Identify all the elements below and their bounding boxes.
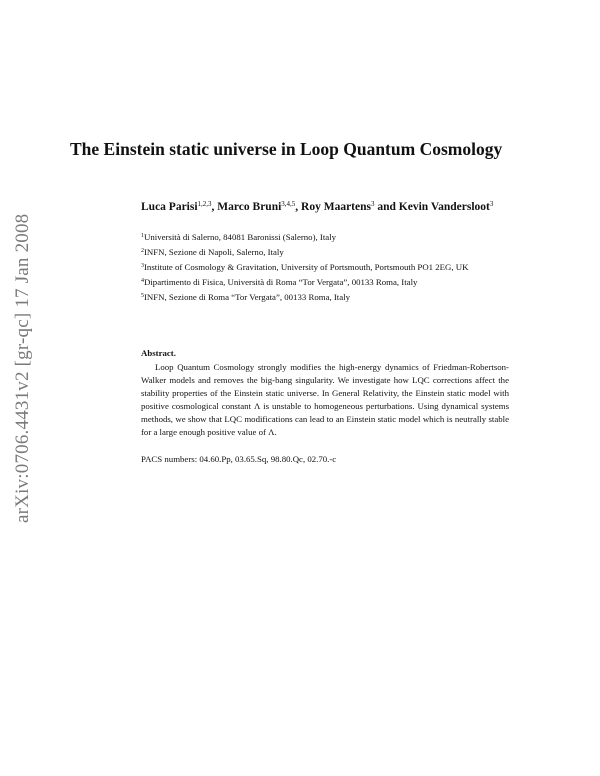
author-affil-mark: 3,4,5 — [281, 200, 296, 208]
abstract-heading: Abstract. — [141, 348, 176, 358]
affiliation-text: INFN, Sezione di Napoli, Salerno, Italy — [144, 247, 284, 257]
abstract-body: Loop Quantum Cosmology strongly modifies the high-energy dynamics of Friedman-Robertson-Walker models and removes the big-bang singularity. We investigate how LQC corrections affect the stability properties of the Einstein static universe. In General Relativity, the Einstein static model with positive cosmological constant Λ is unstable to homogeneous perturbations. Using dynamical systems methods, we show that LQC modifications can lead to an Einstein static model which is neutrally stable for a large enough positive value of Λ. — [141, 362, 509, 437]
affiliation-text: Dipartimento di Fisica, Università di Roma “Tor Vergata”, 00133 Roma, Italy — [144, 277, 418, 287]
affiliation-text: INFN, Sezione di Roma “Tor Vergata”, 00133 Roma, Italy — [144, 292, 350, 302]
affiliation-mark: 3 — [141, 263, 144, 269]
affiliation-text: Institute of Cosmology & Gravitation, University of Portsmouth, Portsmouth PO1 2EG, UK — [144, 262, 469, 272]
author — [399, 201, 494, 213]
author — [141, 201, 217, 213]
author-separator: , — [295, 201, 302, 213]
author — [217, 201, 301, 213]
affiliation-mark: 2 — [141, 248, 144, 254]
author-separator: , — [211, 201, 218, 213]
author-separator: and — [374, 201, 399, 213]
author-name: Roy Maartens — [301, 201, 371, 213]
author-name: Marco Bruni — [217, 201, 282, 213]
author-affil-mark: 1,2,3 — [197, 200, 212, 208]
author — [301, 201, 399, 213]
author-affil-mark: 3 — [371, 200, 375, 208]
affiliation-mark: 1 — [141, 233, 144, 239]
affiliation — [141, 275, 501, 289]
author-list — [141, 196, 511, 215]
author-name: Luca Parisi — [141, 201, 198, 213]
arxiv-identifier-stamp: arXiv:0706.4431v2 [gr-qc] 17 Jan 2008 — [12, 213, 33, 523]
affiliation-list — [141, 230, 501, 305]
affiliation — [141, 260, 501, 274]
affiliation — [141, 290, 501, 304]
affiliation-mark: 5 — [141, 293, 144, 299]
affiliation — [141, 245, 501, 259]
affiliation-mark: 4 — [141, 278, 144, 284]
pacs-numbers: PACS numbers: 04.60.Pp, 03.65.Sq, 98.80.Qc, 02.70.-c — [141, 454, 337, 464]
affiliation-text: Università di Salerno, 84081 Baronissi (Salerno), Italy — [144, 232, 337, 242]
abstract-section — [141, 347, 509, 439]
author-affil-mark: 3 — [489, 200, 494, 208]
affiliation — [141, 230, 501, 244]
author-name: Kevin Vandersloot — [398, 201, 490, 213]
paper-title: The Einstein static universe in Loop Quantum Cosmology — [70, 139, 503, 159]
